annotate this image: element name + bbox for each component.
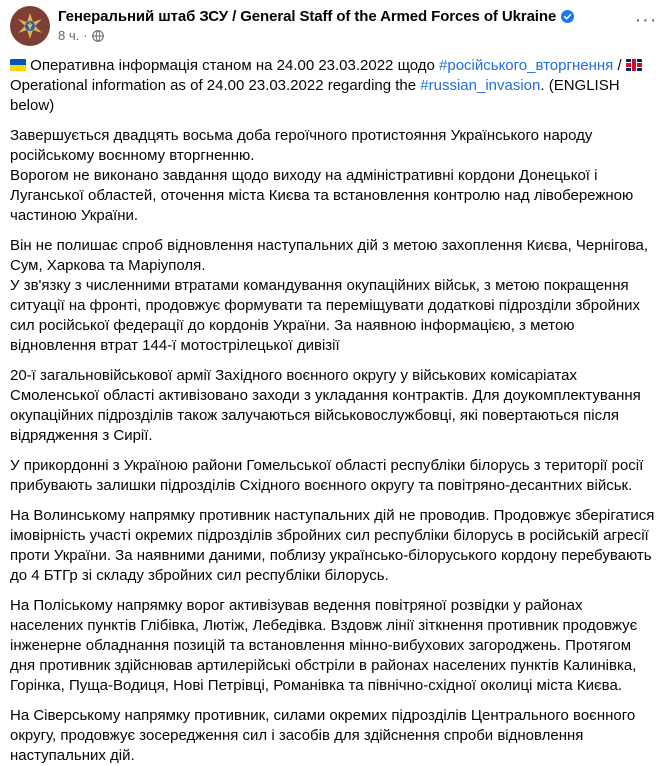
verified-badge-icon bbox=[561, 10, 574, 23]
separator-dot: · bbox=[83, 28, 88, 43]
intro-en-suffix: . (ENGLISH below) bbox=[10, 77, 620, 114]
paragraph: На Сіверському напрямку противник, силами окремих підрозділів Центрального воєнного округу, продовжує зосередження сил і засобів для здійснення спроби відновлення наступальних дій. bbox=[10, 707, 636, 764]
globe-icon[interactable] bbox=[92, 30, 104, 42]
hashtag-russian-invasion-en[interactable]: #russian_invasion bbox=[420, 77, 541, 94]
intro-ua-text: Оперативна інформація станом на 24.00 23.03.2022 щодо bbox=[26, 57, 440, 74]
uk-flag-icon bbox=[626, 59, 642, 71]
more-options-button[interactable]: ··· bbox=[634, 8, 658, 31]
post-timestamp[interactable]: 8 ч. bbox=[58, 28, 80, 43]
paragraph: Завершується двадцять восьма доба героїчного протистояння Українського народу російському воєнному вторгненню. Ворогом не виконано завдання щодо виходу на адміністративні кордони Донецької і Луганської областей, оточення міста Києва та встановлення контролю над лівобережною частиною України. bbox=[10, 127, 634, 224]
intro-separator: / bbox=[613, 57, 626, 74]
intro-en-text: Operational information as of 24.00 23.03.2022 regarding the bbox=[10, 77, 421, 94]
post-body bbox=[10, 56, 658, 766]
paragraph: На Поліському напрямку ворог активізував ведення повітряної розвідки у районах населених пунктів Глібівка, Лютіж, Лебедівка. Вздовж лінії зіткнення противник продовжує інженерне обладнання позицій та встановлення мінно-вибухових загороджень. Протягом дня противник здійснював артилерійські обстріли в районах населених пунктів Калинівка, Горінка, Пуща-Водиця, Нові Петрівці, Романівка та північно-східної околиці міста Києва. bbox=[10, 597, 638, 694]
paragraph: 20-ї загальновійськової армії Західного воєнного округу у військових комісаріатах Смоленської області активізовано заходи з укладання контрактів. Для доукомплектування окупаційних підрозділів також залучаються військовослужбовці, які повертаються після відрядження з Сирії. bbox=[10, 367, 641, 444]
post-paragraphs bbox=[10, 126, 658, 766]
paragraph: У прикордонні з Україною райони Гомельської області республіки білорусь з території росії прибувають залишки підрозділів Східного воєнного округу та повітряно-десантних військ. bbox=[10, 457, 644, 494]
post-header bbox=[10, 0, 658, 46]
intro-paragraph bbox=[10, 56, 658, 116]
hashtag-russian-invasion-ua[interactable]: #російського_вторгнення bbox=[439, 57, 614, 74]
post-meta bbox=[58, 6, 574, 43]
author-name[interactable]: Генеральний штаб ЗСУ / General Staff of the Armed Forces of Ukraine bbox=[58, 7, 557, 25]
avatar[interactable] bbox=[10, 6, 50, 46]
paragraph: Він не полишає спроб відновлення наступальних дій з метою захоплення Києва, Чернігова, Сум, Харкова та Маріуполя. У зв'язку з численними втратами командування окупаційних військ, з метою покращення ситуації на фронті, продовжує формувати та переміщувати додаткові підрозділи збройних сил російської федерації до кордонів України. За наявною інформацією, з метою відновлення втрат 144-ї мотострілецької дивізії bbox=[10, 237, 648, 354]
general-staff-emblem-icon bbox=[13, 9, 47, 43]
ukraine-flag-icon bbox=[10, 59, 26, 71]
paragraph: На Волинському напрямку противник наступальних дій не проводив. Продовжує зберігатися імовірність участі окремих підрозділів збройних сил республіки білорусь в російській агресії проти України. За наявними даними, поблизу українсько-білоруського кордону перебувають до 4 БТГр зі складу збройних сил республіки білорусь. bbox=[10, 507, 655, 584]
